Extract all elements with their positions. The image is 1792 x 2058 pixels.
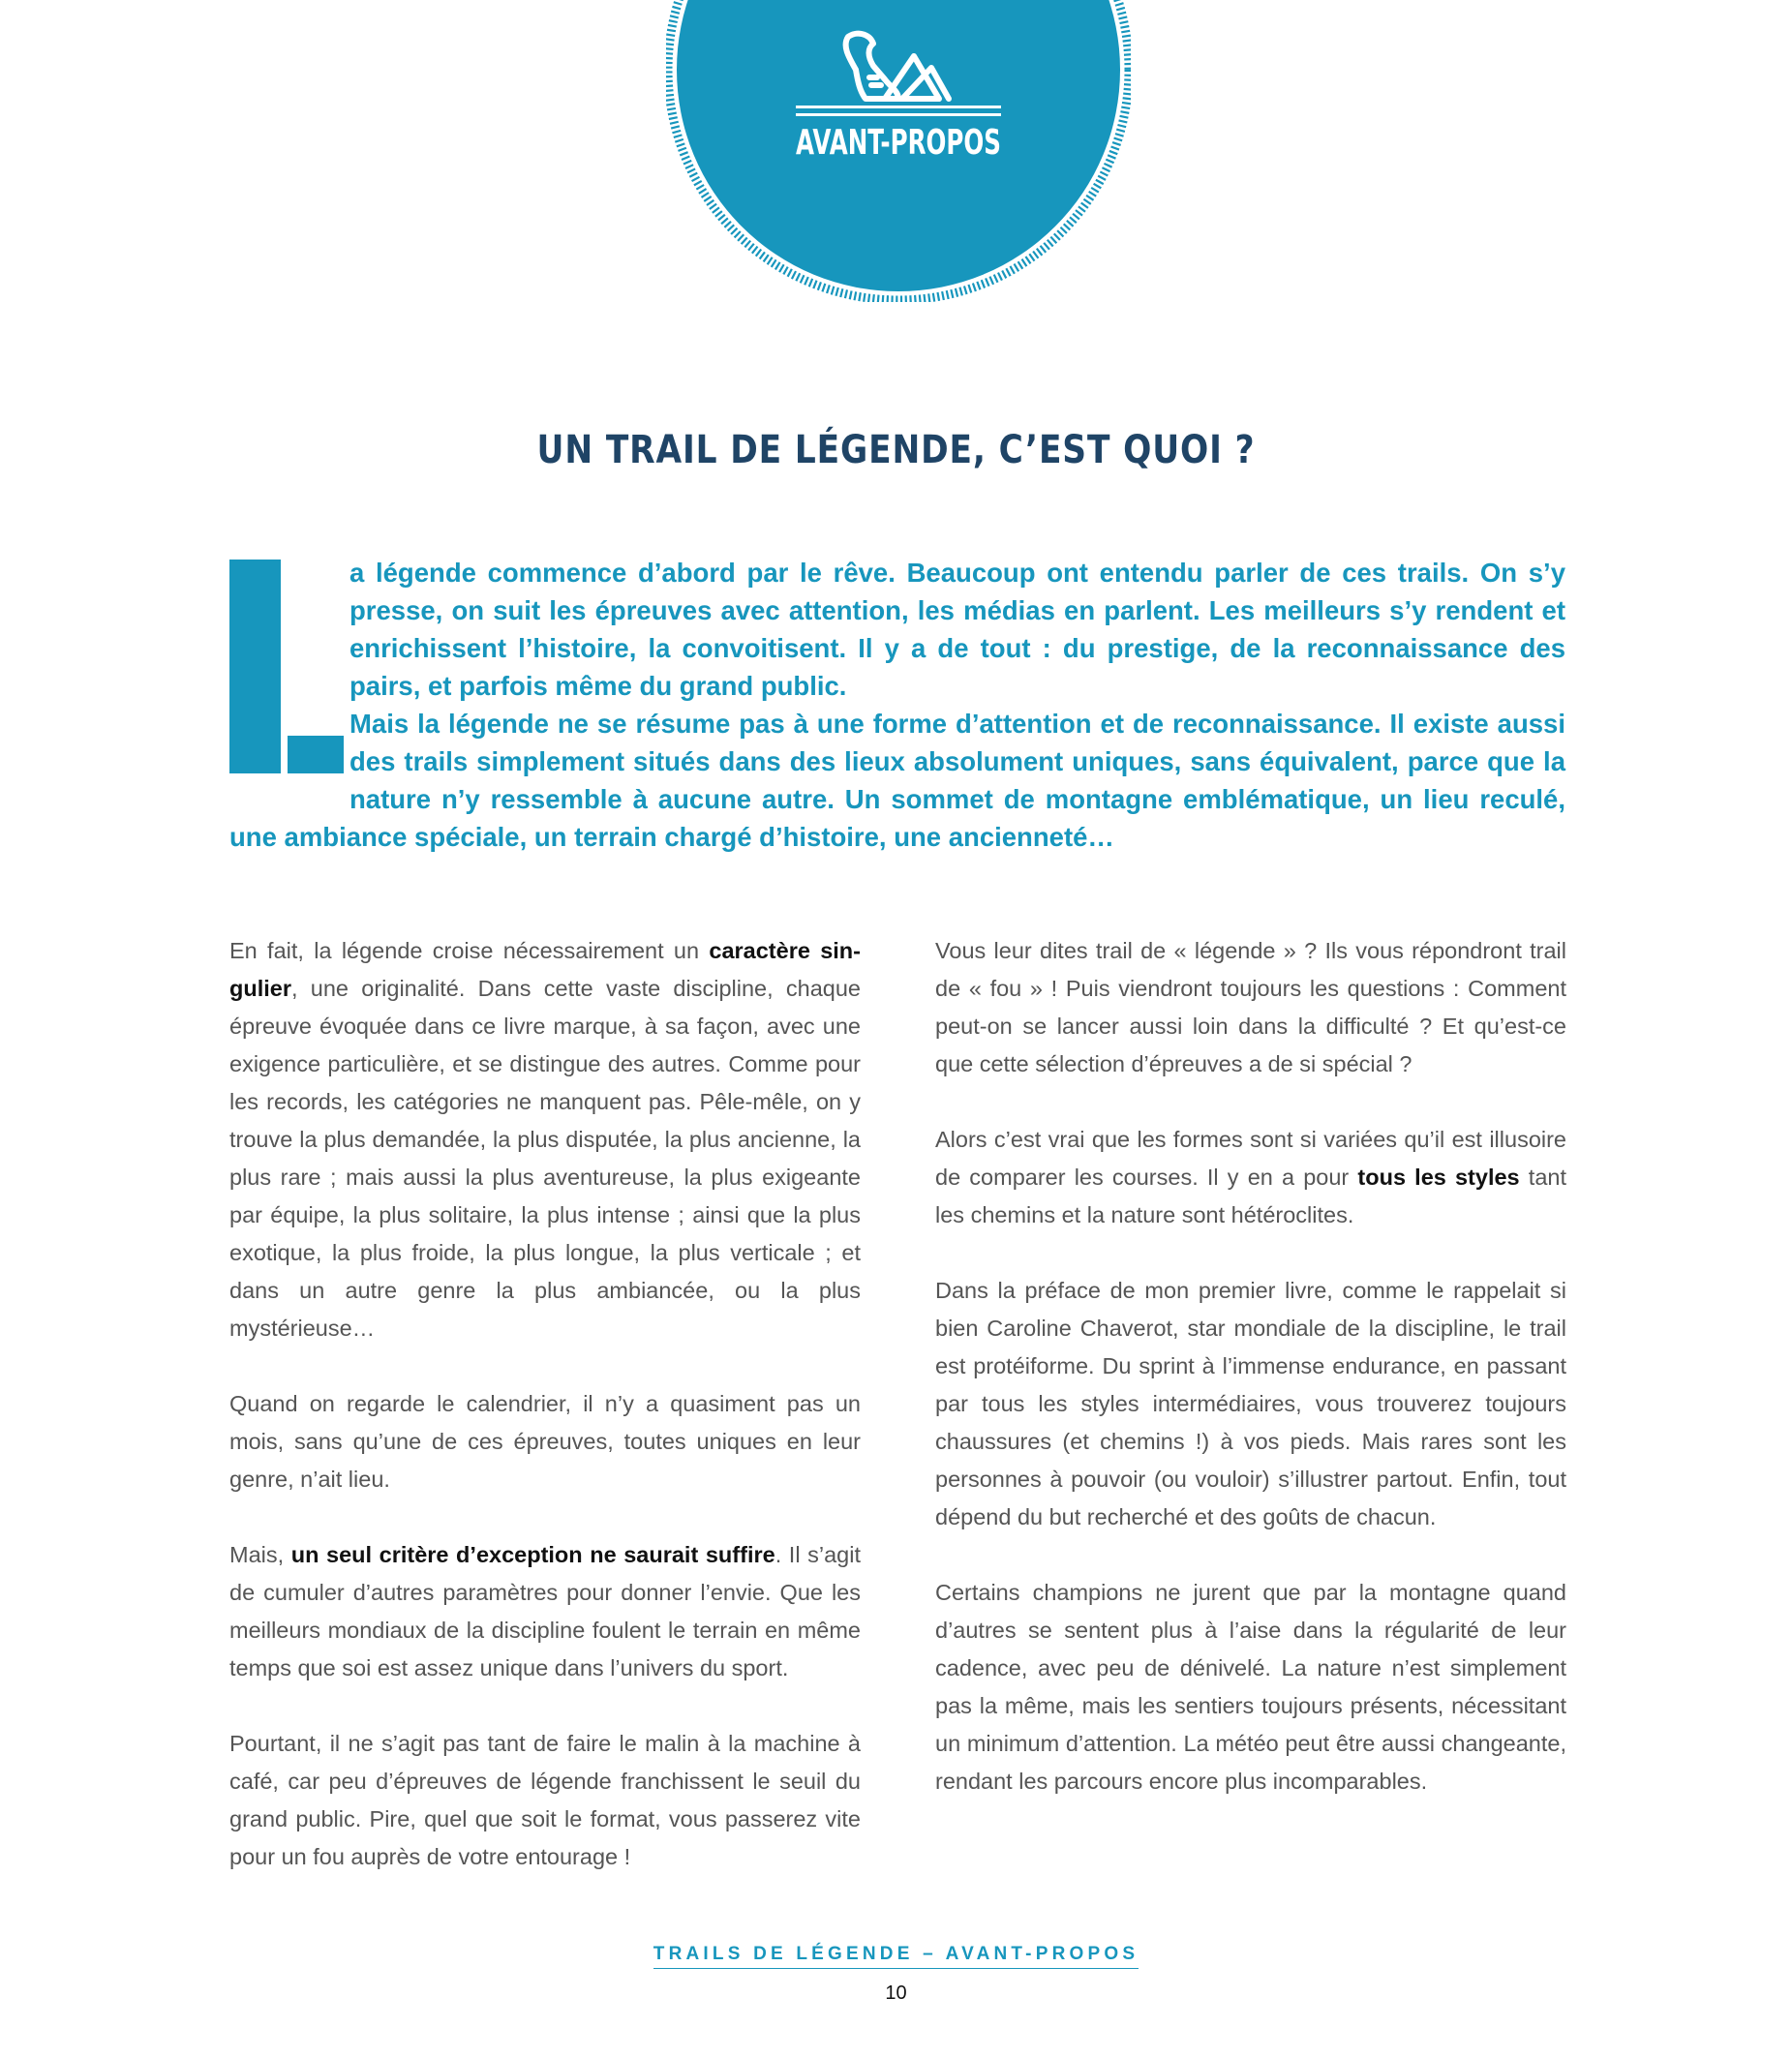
left-column bbox=[229, 932, 861, 1914]
page-title: UN TRAIL DE LÉGENDE, C’EST QUOI ? bbox=[536, 428, 1256, 472]
running-footer bbox=[0, 1944, 1792, 1969]
body-paragraph: Certains champions ne jurent que par la montagne quand d’autres se sentent plus à l’aise dans la régularité de leur cadence, avec peu de dénivelé. La nature n’est simplement pas la même, mais les sentiers toujours présents, nécessitant un minimum d’attention. La météo peut être aussi changeante, rendant les parcours encore plus incomparables. bbox=[935, 1580, 1566, 1794]
right-column bbox=[935, 932, 1566, 1838]
intro-text bbox=[229, 554, 1565, 856]
body-paragraph: Vous leur dites trail de « légende » ? Ils vous répondront trail de « fou » ! Puis viendront toujours les questions : Comment peut-on se lancer aussi loin dans la difficulté ? Et qu’est-ce que cette sélection d’épreuves a de si spécial ? bbox=[935, 938, 1566, 1076]
body-paragraph: Mais, un seul critère d’exception ne saurait suffire. Il s’agit de cumuler d’autres paramètres pour donner l’envie. Que les meilleurs mondiaux de la discipline foulent le terrain en même temps que soi est assez unique dans l’univers du sport. bbox=[229, 1542, 861, 1680]
body-paragraph: Alors c’est vrai que les formes sont si variées qu’il est illusoire de comparer les courses. Il y en a pour tous les styles tant les chemins et la nature sont hétéroclites. bbox=[935, 1127, 1566, 1227]
running-title: TRAILS DE LÉGENDE – AVANT-PROPOS bbox=[653, 1944, 1139, 1969]
body-paragraph: Dans la préface de mon premier livre, comme le rappelait si bien Caroline Chaverot, star mondiale de la discipline, le trail est protéiforme. Du sprint à l’immense endurance, en passant par tous les styles intermédiaires, vous trouverez toujours chaussures (et chemins !) à vos pieds. Mais rares sont les personnes à pouvoir (ou vouloir) s’illustrer partout. Enfin, tout dépend du but recherché et des goûts de chacun. bbox=[935, 1278, 1566, 1529]
chapter-badge bbox=[666, 0, 1131, 302]
badge-label: AVANT-PROPOS bbox=[796, 123, 1001, 163]
intro-paragraph-2: Mais la légende ne se résume pas à une forme d’attention et de reconnaissance. Il existe aussi des trails simplement situés dans des lieux absolument uniques, sans équivalent, parce que la nature n’y ressemble à aucune autre. Un sommet de montagne emblématique, un lieu reculé, une ambiance spéciale, un terrain chargé d’histoire, une ancienneté… bbox=[229, 709, 1565, 852]
body-paragraph: Quand on regarde le calendrier, il n’y a quasiment pas un mois, sans qu’une de ces épreuves, toutes uniques en leur genre, n’ait lieu. bbox=[229, 1391, 861, 1492]
intro-paragraph-1: a légende commence d’abord par le rêve. Beaucoup ont entendu parler de ces trails. On s’y presse, on suit les épreuves avec attention, les médias en parlent. Les meilleurs s’y rendent et enrichissent l’histoire, la convoitisent. Il y a de tout : du prestige, de la reconnaissance des pairs, et parfois même du grand public. bbox=[349, 558, 1565, 701]
page-number: 10 bbox=[885, 1982, 907, 2004]
body-paragraph: Pourtant, il ne s’agit pas tant de faire le malin à la machine à café, car peu d’épreuves de légende franchissent le seuil du grand public. Pire, quel que soit le format, vous passerez vite pour un fou auprès de votre entourage ! bbox=[229, 1731, 861, 1869]
body-paragraph: En fait, la légende croise nécessairement un caractère singulier, une originalité. Dans cette vaste discipline, chaque épreuve évoquée dans ce livre marque, à sa façon, avec une exigence particulière, et se distingue des autres. Comme pour les records, les catégories ne manquent pas. Pêle-mêle, on y trouve la plus demandée, la plus disputée, la plus ancienne, la plus rare ; mais aussi la plus aventureuse, la plus exigeante par équipe, la plus solitaire, la plus intense ; ainsi que la plus exotique, la plus froide, la plus longue, la plus verticale ; et dans un autre genre la plus ambiancée, ou la plus mystérieuse… bbox=[229, 938, 861, 1341]
